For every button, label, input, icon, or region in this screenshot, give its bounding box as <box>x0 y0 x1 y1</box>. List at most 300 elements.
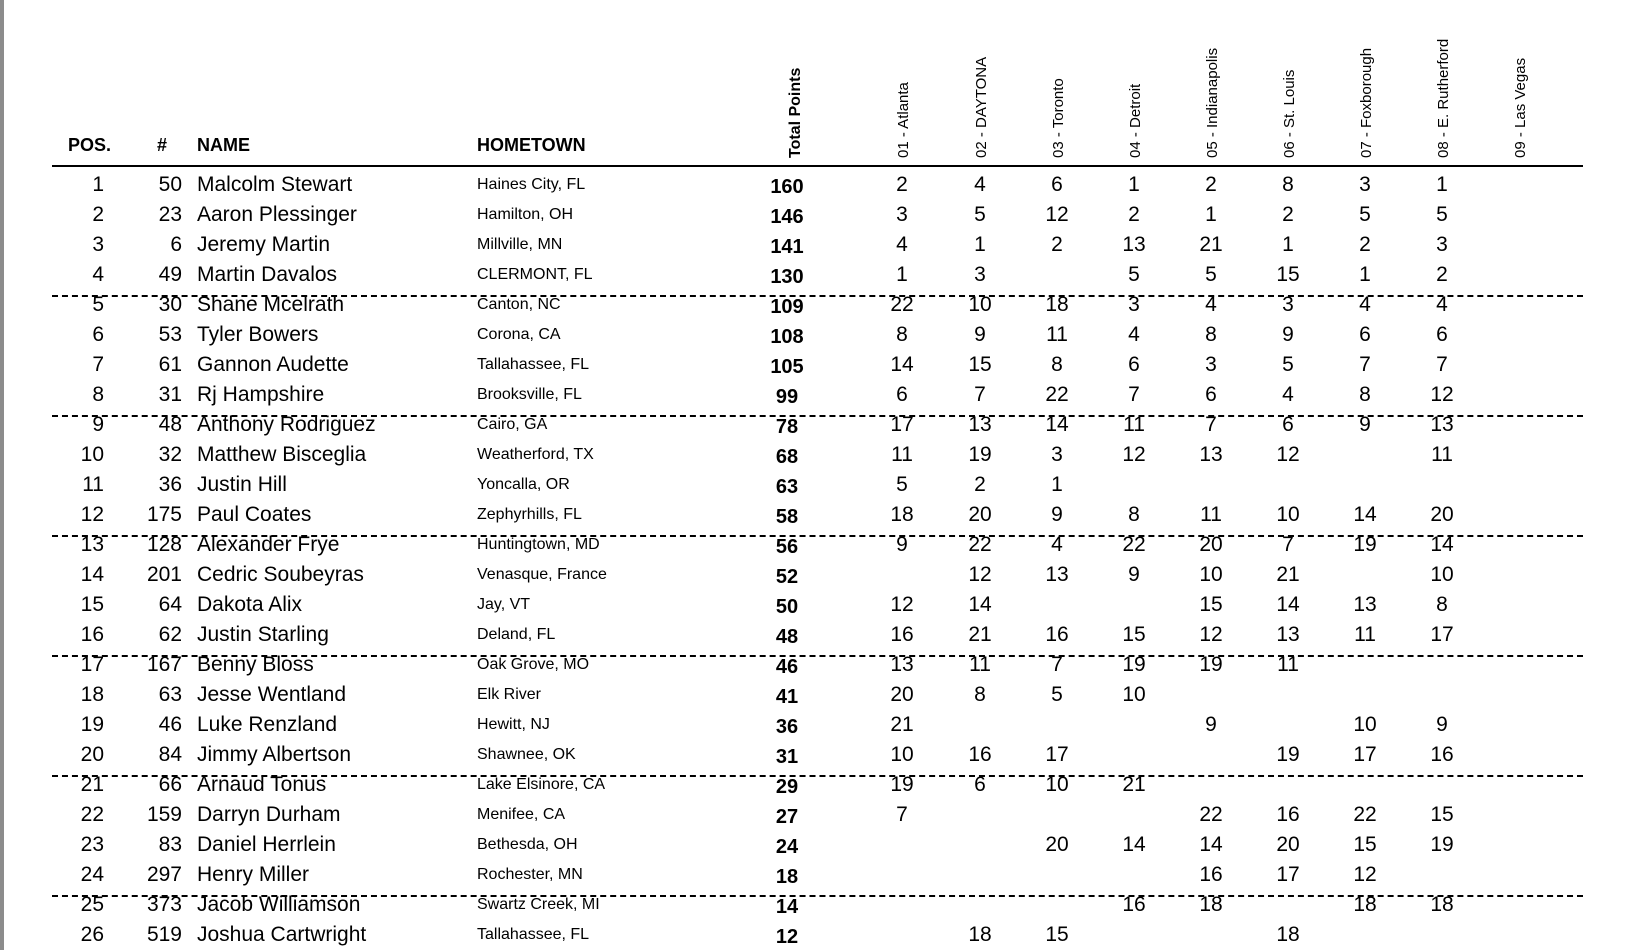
total-points-cell: 18 <box>775 866 799 888</box>
round-result-cell: 4 <box>974 173 986 196</box>
position-cell: 3 <box>92 233 104 256</box>
rider-name-cell: Darryn Durham <box>197 803 341 826</box>
round-result-cell: 5 <box>1359 203 1371 226</box>
total-points-cell: 29 <box>775 776 799 798</box>
round-result-cell: 6 <box>1205 383 1217 406</box>
position-cell: 20 <box>80 743 104 766</box>
round-result-cell: 20 <box>1199 533 1223 556</box>
round-result-cell: 10 <box>1430 563 1454 586</box>
total-points-cell: 14 <box>775 896 799 918</box>
hometown-cell: Rochester, MN <box>477 866 583 883</box>
header-round-label: 03 - Toronto <box>1050 78 1067 158</box>
round-result-cell: 18 <box>1199 893 1223 916</box>
round-result-cell: 9 <box>1359 413 1371 436</box>
round-result-cell: 19 <box>968 443 992 466</box>
rider-number-cell: 64 <box>158 593 182 616</box>
round-result-cell: 3 <box>1205 353 1217 376</box>
round-result-cell: 7 <box>896 803 908 826</box>
round-result-cell: 12 <box>968 563 992 586</box>
round-result-cell: 1 <box>1282 233 1294 256</box>
round-result-cell: 12 <box>1122 443 1146 466</box>
rider-name-cell: Alexander Frye <box>197 533 340 556</box>
round-result-cell: 17 <box>1430 623 1454 646</box>
rider-number-cell: 53 <box>158 323 182 346</box>
round-result-cell: 11 <box>969 653 991 676</box>
round-result-cell: 15 <box>968 353 992 376</box>
rider-number-cell: 50 <box>158 173 182 196</box>
table-row <box>0 710 1636 740</box>
rider-name-cell: Cedric Soubeyras <box>197 563 364 586</box>
round-result-cell: 7 <box>1282 533 1294 556</box>
round-result-cell: 16 <box>1276 803 1300 826</box>
round-result-cell: 19 <box>1199 653 1223 676</box>
round-result-cell: 15 <box>1122 623 1146 646</box>
rider-name-cell: Matthew Bisceglia <box>197 443 367 466</box>
round-result-cell: 8 <box>1436 593 1448 616</box>
rider-number-cell: 48 <box>158 413 182 436</box>
table-row <box>0 560 1636 590</box>
hometown-cell: CLERMONT, FL <box>477 266 593 283</box>
rider-name-cell: Luke Renzland <box>197 713 338 736</box>
position-cell: 9 <box>92 413 104 436</box>
round-result-cell: 18 <box>968 923 992 946</box>
total-points-cell: 56 <box>775 536 799 558</box>
total-points-cell: 108 <box>770 326 804 348</box>
round-result-cell: 20 <box>1276 833 1300 856</box>
position-cell: 11 <box>82 473 104 496</box>
round-result-cell: 2 <box>1359 233 1371 256</box>
position-cell: 23 <box>80 833 104 856</box>
header-round-label: 05 - Indianapolis <box>1204 47 1221 158</box>
round-result-cell: 22 <box>1045 383 1069 406</box>
table-row <box>0 920 1636 950</box>
rider-name-cell: Dakota Alix <box>197 593 303 616</box>
round-result-cell: 8 <box>1282 173 1294 196</box>
position-cell: 2 <box>92 203 104 226</box>
round-result-cell: 1 <box>974 233 986 256</box>
round-result-cell: 8 <box>1205 323 1217 346</box>
position-cell: 1 <box>92 173 104 196</box>
round-result-cell: 13 <box>1276 623 1300 646</box>
rider-number-cell: 175 <box>146 503 182 526</box>
rider-name-cell: Martin Davalos <box>197 263 338 286</box>
rider-number-cell: 159 <box>146 803 182 826</box>
round-result-cell: 3 <box>1359 173 1371 196</box>
rider-number-cell: 61 <box>158 353 182 376</box>
total-points-cell: 58 <box>775 506 799 528</box>
round-result-cell: 1 <box>1205 203 1217 226</box>
round-result-cell: 20 <box>1430 503 1454 526</box>
rider-name-cell: Jacob Williamson <box>197 893 361 916</box>
position-cell: 18 <box>80 683 104 706</box>
position-cell: 24 <box>80 863 104 886</box>
round-result-cell: 21 <box>890 713 914 736</box>
round-result-cell: 3 <box>896 203 908 226</box>
rider-name-cell: Henry Miller <box>197 863 310 886</box>
round-result-cell: 16 <box>1430 743 1454 766</box>
round-result-cell: 11 <box>1046 323 1068 346</box>
round-result-cell: 8 <box>1128 503 1140 526</box>
round-result-cell: 3 <box>1128 293 1140 316</box>
round-result-cell: 11 <box>1354 623 1376 646</box>
hometown-cell: Millville, MN <box>477 236 563 253</box>
table-row <box>0 620 1636 650</box>
total-points-cell: 52 <box>775 566 799 588</box>
round-result-cell: 6 <box>1436 323 1448 346</box>
position-cell: 15 <box>80 593 104 616</box>
total-points-cell: 160 <box>770 176 804 198</box>
round-result-cell: 7 <box>1051 653 1063 676</box>
round-result-cell: 4 <box>1128 323 1140 346</box>
round-result-cell: 3 <box>974 263 986 286</box>
hometown-cell: Cairo, GA <box>477 416 548 433</box>
hometown-cell: Menifee, CA <box>477 806 566 823</box>
table-row <box>0 200 1636 230</box>
round-result-cell: 12 <box>1353 863 1377 886</box>
rider-number-cell: 128 <box>146 533 182 556</box>
rider-name-cell: Benny Bloss <box>197 653 314 676</box>
round-result-cell: 13 <box>1199 443 1223 466</box>
total-points-cell: 27 <box>775 806 799 828</box>
rider-number-cell: 66 <box>158 773 182 796</box>
header-round-label: 09 - Las Vegas <box>1512 57 1529 158</box>
round-result-cell: 6 <box>974 773 986 796</box>
rider-number-cell: 62 <box>158 623 182 646</box>
rider-number-cell: 30 <box>158 293 182 316</box>
total-points-cell: 141 <box>770 236 804 258</box>
header-hometown: HOMETOWN <box>477 135 586 155</box>
rider-name-cell: Tyler Bowers <box>197 323 319 346</box>
table-row <box>0 650 1636 680</box>
round-result-cell: 2 <box>1205 173 1217 196</box>
total-points-cell: 36 <box>775 716 799 738</box>
round-result-cell: 17 <box>890 413 914 436</box>
round-result-cell: 2 <box>896 173 908 196</box>
position-cell: 8 <box>92 383 104 406</box>
rider-name-cell: Justin Hill <box>197 473 287 496</box>
round-result-cell: 9 <box>1128 563 1140 586</box>
round-result-cell: 10 <box>1045 773 1069 796</box>
round-result-cell: 21 <box>968 623 992 646</box>
round-result-cell: 15 <box>1353 833 1377 856</box>
round-result-cell: 21 <box>1276 563 1300 586</box>
round-result-cell: 11 <box>1277 653 1299 676</box>
hometown-cell: Jay, VT <box>477 596 531 613</box>
total-points-cell: 31 <box>775 746 799 768</box>
table-row <box>0 290 1636 320</box>
round-result-cell: 10 <box>968 293 992 316</box>
round-result-cell: 15 <box>1276 263 1300 286</box>
header-rule <box>52 165 1583 167</box>
hometown-cell: Hewitt, NJ <box>477 716 550 733</box>
position-cell: 21 <box>80 773 104 796</box>
total-points-cell: 130 <box>770 266 804 288</box>
total-points-cell: 63 <box>775 476 799 498</box>
rider-number-cell: 83 <box>158 833 182 856</box>
hometown-cell: Tallahassee, FL <box>477 356 590 373</box>
rider-number-cell: 49 <box>158 263 182 286</box>
table-row <box>0 800 1636 830</box>
round-result-cell: 8 <box>1051 353 1063 376</box>
hometown-cell: Weatherford, TX <box>477 446 594 463</box>
table-row <box>0 890 1636 920</box>
round-result-cell: 6 <box>1359 323 1371 346</box>
round-result-cell: 22 <box>1199 803 1223 826</box>
round-result-cell: 10 <box>1353 713 1377 736</box>
round-result-cell: 18 <box>890 503 914 526</box>
position-cell: 14 <box>80 563 104 586</box>
round-result-cell: 10 <box>1199 563 1223 586</box>
header-round-label: 01 - Atlanta <box>895 82 912 158</box>
round-result-cell: 13 <box>890 653 914 676</box>
round-result-cell: 1 <box>896 263 908 286</box>
position-cell: 10 <box>80 443 104 466</box>
hometown-cell: Zephyrhills, FL <box>477 506 582 523</box>
round-result-cell: 13 <box>1045 563 1069 586</box>
hometown-cell: Shawnee, OK <box>477 746 576 763</box>
hometown-cell: Bethesda, OH <box>477 836 578 853</box>
total-points-cell: 146 <box>770 206 804 228</box>
rider-name-cell: Daniel Herrlein <box>197 833 336 856</box>
round-result-cell: 2 <box>1128 203 1140 226</box>
hometown-cell: Deland, FL <box>477 626 556 643</box>
table-row <box>0 680 1636 710</box>
round-result-cell: 18 <box>1276 923 1300 946</box>
table-row <box>0 320 1636 350</box>
rider-name-cell: Aaron Plessinger <box>197 203 357 226</box>
round-result-cell: 9 <box>1282 323 1294 346</box>
round-result-cell: 20 <box>1045 833 1069 856</box>
rider-number-cell: 519 <box>146 923 182 946</box>
round-result-cell: 18 <box>1430 893 1454 916</box>
round-result-cell: 7 <box>1205 413 1217 436</box>
hometown-cell: Brooksville, FL <box>477 386 582 403</box>
hometown-cell: Canton, NC <box>477 296 561 313</box>
round-result-cell: 12 <box>1045 203 1069 226</box>
round-result-cell: 9 <box>1205 713 1217 736</box>
round-result-cell: 11 <box>1123 413 1145 436</box>
header-total-points-label: Total Points <box>787 67 804 158</box>
position-cell: 19 <box>80 713 104 736</box>
round-result-cell: 13 <box>968 413 992 436</box>
round-result-cell: 14 <box>1122 833 1146 856</box>
table-row <box>0 590 1636 620</box>
rider-number-cell: 167 <box>146 653 182 676</box>
rider-name-cell: Jimmy Albertson <box>197 743 352 766</box>
total-points-cell: 105 <box>770 356 804 378</box>
round-result-cell: 5 <box>1282 353 1294 376</box>
round-result-cell: 17 <box>1276 863 1300 886</box>
hometown-cell: Oak Grove, MO <box>477 656 590 673</box>
round-result-cell: 1 <box>1359 263 1371 286</box>
round-result-cell: 18 <box>1353 893 1377 916</box>
rider-number-cell: 32 <box>158 443 182 466</box>
round-result-cell: 13 <box>1430 413 1454 436</box>
round-result-cell: 4 <box>1051 533 1063 556</box>
rider-name-cell: Jesse Wentland <box>197 683 347 706</box>
rider-number-cell: 63 <box>158 683 182 706</box>
hometown-cell: Hamilton, OH <box>477 206 574 223</box>
round-result-cell: 17 <box>1353 743 1377 766</box>
rider-name-cell: Joshua Cartwright <box>197 923 367 946</box>
round-result-cell: 16 <box>1045 623 1069 646</box>
round-result-cell: 19 <box>1430 833 1454 856</box>
round-result-cell: 9 <box>1436 713 1448 736</box>
round-result-cell: 6 <box>1051 173 1063 196</box>
rider-name-cell: Malcolm Stewart <box>197 173 353 196</box>
round-result-cell: 9 <box>974 323 986 346</box>
round-result-cell: 22 <box>1122 533 1146 556</box>
round-result-cell: 6 <box>1282 413 1294 436</box>
hometown-cell: Elk River <box>477 686 542 703</box>
round-result-cell: 20 <box>890 683 914 706</box>
round-result-cell: 9 <box>896 533 908 556</box>
round-result-cell: 7 <box>1128 383 1140 406</box>
round-result-cell: 12 <box>1430 383 1454 406</box>
table-row <box>0 170 1636 200</box>
total-points-cell: 12 <box>775 926 799 948</box>
rider-number-cell: 36 <box>158 473 182 496</box>
round-result-cell: 4 <box>896 233 908 256</box>
round-result-cell: 5 <box>1051 683 1063 706</box>
round-result-cell: 14 <box>1045 413 1069 436</box>
round-result-cell: 16 <box>1199 863 1223 886</box>
rider-name-cell: Shane Mcelrath <box>197 293 345 316</box>
rider-number-cell: 373 <box>146 893 182 916</box>
total-points-cell: 41 <box>775 686 799 708</box>
round-result-cell: 22 <box>1353 803 1377 826</box>
header-round-label: 08 - E. Rutherford <box>1435 38 1452 158</box>
hometown-cell: Lake Elsinore, CA <box>477 776 606 793</box>
position-cell: 25 <box>80 893 104 916</box>
round-result-cell: 5 <box>1436 203 1448 226</box>
hometown-cell: Corona, CA <box>477 326 561 343</box>
round-result-cell: 14 <box>1430 533 1454 556</box>
rider-name-cell: Paul Coates <box>197 503 312 526</box>
round-result-cell: 7 <box>974 383 986 406</box>
round-result-cell: 5 <box>974 203 986 226</box>
hometown-cell: Haines City, FL <box>477 176 586 193</box>
round-result-cell: 6 <box>896 383 908 406</box>
round-result-cell: 10 <box>1276 503 1300 526</box>
round-result-cell: 1 <box>1436 173 1448 196</box>
table-row <box>0 470 1636 500</box>
round-result-cell: 21 <box>1199 233 1223 256</box>
table-row <box>0 860 1636 890</box>
round-result-cell: 16 <box>1122 893 1146 916</box>
round-result-cell: 22 <box>890 293 914 316</box>
round-result-cell: 14 <box>968 593 992 616</box>
round-result-cell: 15 <box>1045 923 1069 946</box>
round-result-cell: 16 <box>890 623 914 646</box>
round-result-cell: 2 <box>1282 203 1294 226</box>
round-result-cell: 4 <box>1436 293 1448 316</box>
header-round-label: 07 - Foxborough <box>1358 47 1375 158</box>
round-result-cell: 15 <box>1430 803 1454 826</box>
round-result-cell: 15 <box>1199 593 1223 616</box>
table-row <box>0 830 1636 860</box>
table-row <box>0 260 1636 290</box>
rider-name-cell: Anthony Rodriguez <box>197 413 376 436</box>
round-result-cell: 9 <box>1051 503 1063 526</box>
round-result-cell: 10 <box>890 743 914 766</box>
round-result-cell: 19 <box>1276 743 1300 766</box>
hometown-cell: Venasque, France <box>477 566 607 583</box>
round-result-cell: 12 <box>1276 443 1300 466</box>
round-result-cell: 6 <box>1128 353 1140 376</box>
round-result-cell: 4 <box>1282 383 1294 406</box>
round-result-cell: 14 <box>1199 833 1223 856</box>
round-result-cell: 4 <box>1205 293 1217 316</box>
table-row <box>0 440 1636 470</box>
round-result-cell: 19 <box>890 773 914 796</box>
round-result-cell: 12 <box>890 593 914 616</box>
rider-name-cell: Jeremy Martin <box>197 233 331 256</box>
table-row <box>0 350 1636 380</box>
position-cell: 5 <box>92 293 104 316</box>
round-result-cell: 11 <box>1431 443 1453 466</box>
position-cell: 26 <box>80 923 104 946</box>
rider-number-cell: 201 <box>146 563 182 586</box>
total-points-cell: 50 <box>775 596 799 618</box>
round-result-cell: 21 <box>1122 773 1146 796</box>
table-row <box>0 500 1636 530</box>
round-result-cell: 16 <box>968 743 992 766</box>
rider-number-cell: 46 <box>158 713 182 736</box>
table-row <box>0 770 1636 800</box>
position-cell: 16 <box>80 623 104 646</box>
round-result-cell: 2 <box>974 473 986 496</box>
header-pos: POS. <box>68 135 112 155</box>
table-row <box>0 230 1636 260</box>
position-cell: 17 <box>80 653 104 676</box>
round-result-cell: 5 <box>1205 263 1217 286</box>
total-points-cell: 68 <box>775 446 799 468</box>
header-name: NAME <box>197 135 250 155</box>
total-points-cell: 99 <box>775 386 799 408</box>
header-round-label: 04 - Detroit <box>1127 83 1144 158</box>
round-result-cell: 8 <box>1359 383 1371 406</box>
round-result-cell: 1 <box>1128 173 1140 196</box>
round-result-cell: 12 <box>1199 623 1223 646</box>
round-result-cell: 3 <box>1436 233 1448 256</box>
round-result-cell: 3 <box>1282 293 1294 316</box>
rider-number-cell: 297 <box>146 863 182 886</box>
header-round-label: 02 - DAYTONA <box>973 56 990 158</box>
round-result-cell: 20 <box>968 503 992 526</box>
round-result-cell: 4 <box>1359 293 1371 316</box>
hometown-cell: Tallahassee, FL <box>477 926 590 943</box>
round-result-cell: 22 <box>968 533 992 556</box>
round-result-cell: 2 <box>1436 263 1448 286</box>
round-result-cell: 3 <box>1051 443 1063 466</box>
rider-number-cell: 31 <box>158 383 182 406</box>
position-cell: 13 <box>80 533 104 556</box>
hometown-cell: Yoncalla, OR <box>477 476 570 493</box>
round-result-cell: 2 <box>1051 233 1063 256</box>
total-points-cell: 48 <box>775 626 799 648</box>
rider-name-cell: Rj Hampshire <box>197 383 325 406</box>
hometown-cell: Huntingtown, MD <box>477 536 600 553</box>
round-result-cell: 17 <box>1045 743 1069 766</box>
round-result-cell: 7 <box>1359 353 1371 376</box>
round-result-cell: 8 <box>896 323 908 346</box>
round-result-cell: 19 <box>1122 653 1146 676</box>
rider-name-cell: Gannon Audette <box>197 353 349 376</box>
round-result-cell: 10 <box>1122 683 1146 706</box>
total-points-cell: 109 <box>770 296 804 318</box>
table-row <box>0 380 1636 410</box>
